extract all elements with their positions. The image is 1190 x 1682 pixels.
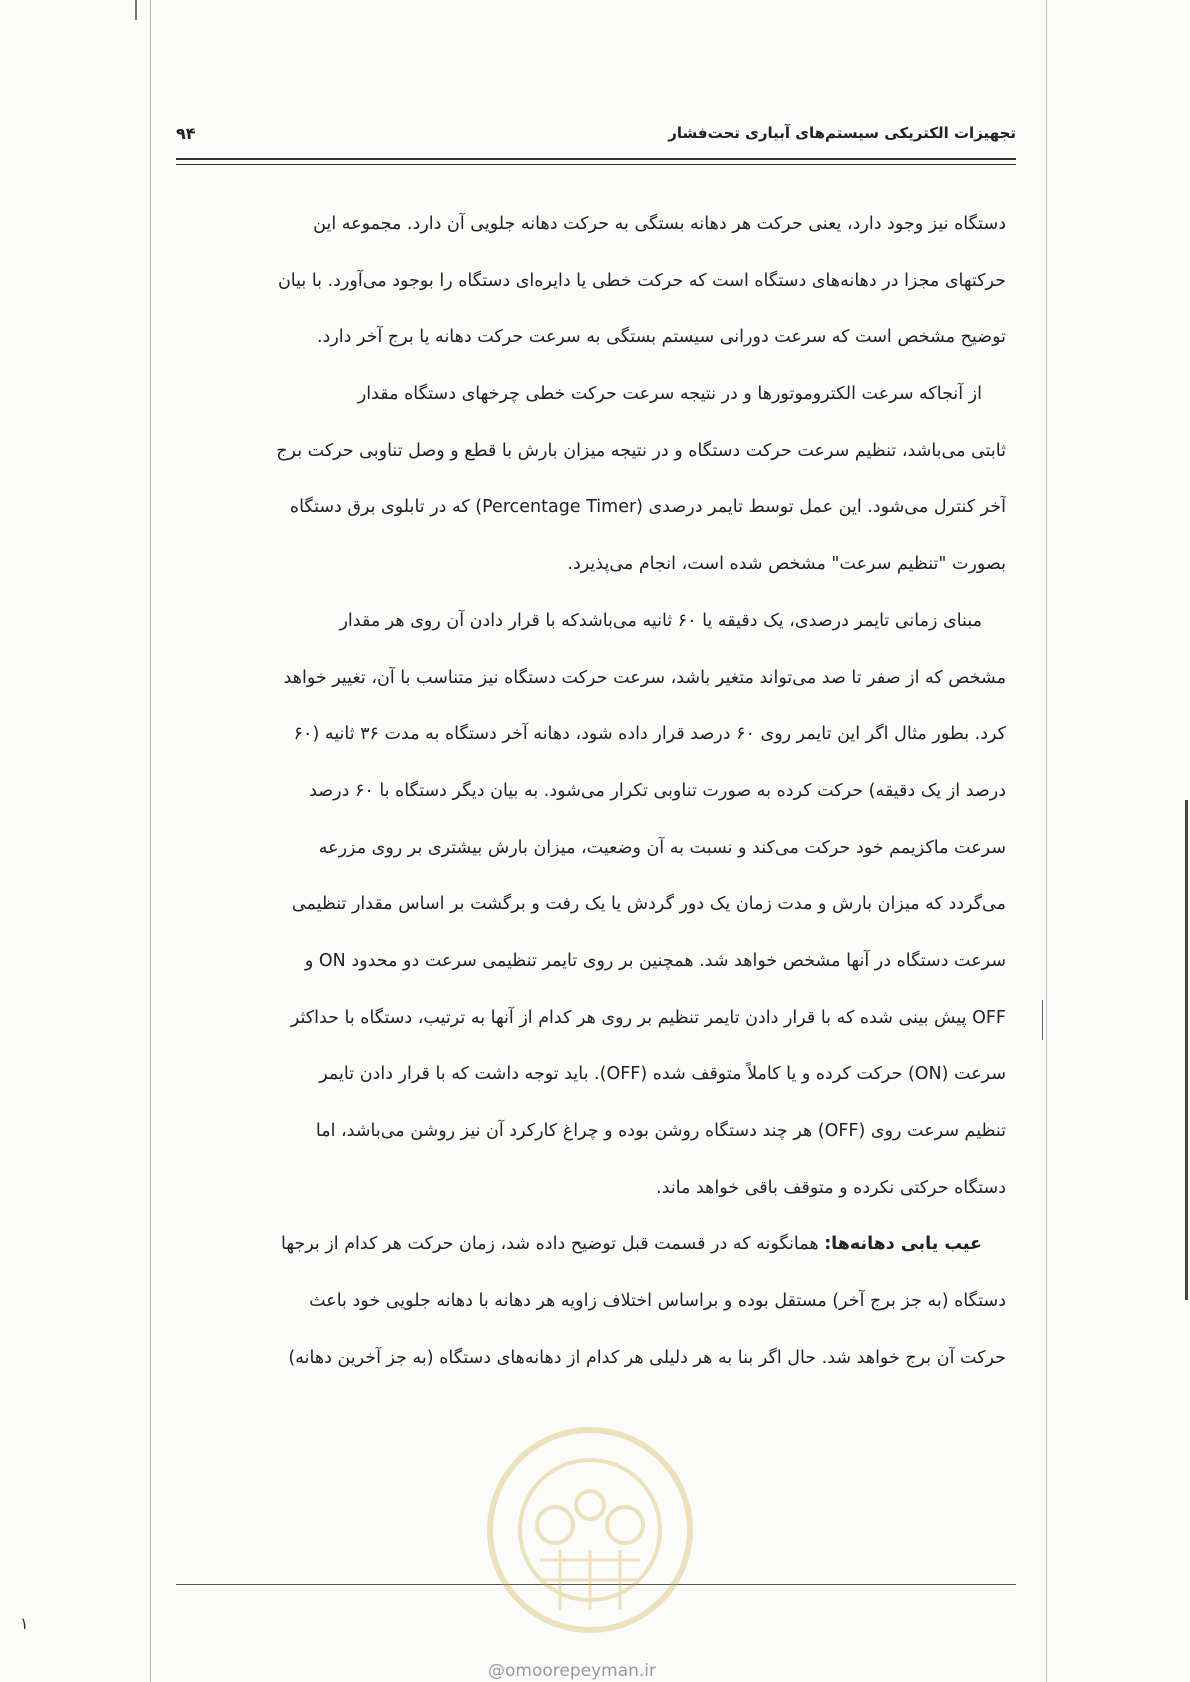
text-line: دستگاه (به جز برج آخر) مستقل بوده و براساس اختلاف زاویه هر دهانه با دهانه جلویی خود باعث bbox=[309, 1291, 1006, 1312]
text-line: درصد از یک دقیقه) حرکت کرده به صورت تناوبی تکرار می‌شود. به بیان دیگر دستگاه با ۶۰ درصد bbox=[309, 780, 1006, 801]
troubleshooting-first-line bbox=[176, 1216, 1006, 1273]
scan-right-edge-line bbox=[1046, 0, 1047, 1682]
text-line: می‌گردد که میزان بارش و مدت زمان یک دور گردش یا یک رفت و برگشت بر اساس مقدار تنظیمی bbox=[291, 894, 1006, 915]
scan-top-mark bbox=[135, 0, 137, 20]
scan-right-tick bbox=[1042, 1000, 1043, 1040]
text-line: حرکتهای مجزا در دهانه‌های دستگاه است که حرکت خطی یا دایره‌ای دستگاه را بوجود می‌آورد. با بیان bbox=[277, 270, 1006, 291]
scan-right-dark-bar bbox=[1185, 800, 1188, 1300]
text-line: OFF پیش بینی شده که با قرار دادن تایمر تنظیم بر روی هر کدام از آنها به ترتیب، دستگاه با حداکثر bbox=[290, 1007, 1006, 1028]
text-line: از آنجاکه سرعت الکتروموتورها و در نتیجه سرعت حرکت خطی چرخهای دستگاه مقدار bbox=[357, 384, 982, 405]
text-line: تنظیم سرعت روی (OFF) هر چند دستگاه روشن بوده و چراغ کارکرد آن نیز روشن می‌باشد، اما bbox=[315, 1121, 1006, 1141]
watermark-site-text: omoorepeyman.ir bbox=[505, 1661, 657, 1681]
text-line: بصورت "تنظیم سرعت" مشخص شده است، انجام می‌پذیرد. bbox=[567, 554, 1006, 575]
running-header bbox=[176, 124, 1016, 148]
text-line-fragment: همانگونه که در قسمت قبل توضیح داده شد، زمان حرکت هر کدام از برجها bbox=[281, 1234, 819, 1255]
header-rule-thin bbox=[176, 164, 1016, 165]
troubleshooting-heading: عیب یابی دهانه‌ها: bbox=[824, 1234, 982, 1255]
text-line: سرعت (ON) حرکت کرده و یا کاملاً متوقف شده (OFF). باید توجه داشت که با قرار دادن تایمر bbox=[319, 1064, 1006, 1085]
text-line: آخر کنترل می‌شود. این عمل توسط تایمر درصدی (Percentage Timer) که در تابلوی برق دستگاه bbox=[289, 497, 1006, 518]
text-line: دستگاه نیز وجود دارد، یعنی حرکت هر دهانه بستگی به حرکت دهانه جلویی آن دارد. مجموعه این bbox=[313, 214, 1006, 234]
text-line: توضیح مشخص است که سرعت دورانی سیستم بستگی به سرعت حرکت دهانه یا برج آخر دارد. bbox=[316, 327, 1006, 348]
text-line: ثابتی می‌باشد، تنظیم سرعت حرکت دستگاه و در نتیجه میزان بارش با قطع و وصل تناوبی حرکت برج bbox=[276, 440, 1006, 461]
text-line: کرد. بطور مثال اگر این تایمر روی ۶۰ درصد قرار داده شود، دهانه آخر دستگاه به مدت ۳۶ ثانیه (۶۰ bbox=[293, 724, 1006, 745]
page-number: ۹۴ bbox=[176, 124, 196, 143]
text-line: سرعت دستگاه در آنها مشخص خواهد شد. همچنین بر روی تایمر تنظیمی سرعت دو محدود ON و bbox=[304, 950, 1006, 971]
text-line: مشخص که از صفر تا صد می‌تواند متغیر باشد، سرعت حرکت دستگاه نیز متناسب با آن، تغییر خواهد bbox=[283, 667, 1006, 688]
margin-mark: ۱ bbox=[20, 1614, 29, 1633]
header-rule-thick bbox=[176, 158, 1016, 160]
text-line: دستگاه حرکتی نکرده و متوقف باقی خواهد ماند. bbox=[656, 1177, 1006, 1198]
body-text bbox=[176, 196, 1006, 1386]
running-header-title: تجهیزات الکتریکی سیستم‌های آبیاری تحت‌فشار bbox=[668, 124, 1016, 142]
text-line: مبنای زمانی تایمر درصدی، یک دقیقه یا ۶۰ ثانیه می‌باشدکه با قرار دادن آن روی هر مقدار bbox=[339, 610, 982, 631]
text-line: حرکت آن برج خواهد شد. حال اگر بنا به هر دلیلی هر کدام از دهانه‌های دستگاه (به جز آخرین دهانه) bbox=[288, 1347, 1006, 1368]
watermark-logo-icon bbox=[470, 1410, 710, 1650]
watermark-site: @omoorepeyman.ir bbox=[488, 1661, 657, 1681]
scan-left-margin-line bbox=[150, 0, 151, 1682]
text-line: سرعت ماکزیمم خود حرکت می‌کند و نسبت به آن وضعیت، میزان بارش بیشتری بر روی مزرعه bbox=[318, 837, 1006, 858]
